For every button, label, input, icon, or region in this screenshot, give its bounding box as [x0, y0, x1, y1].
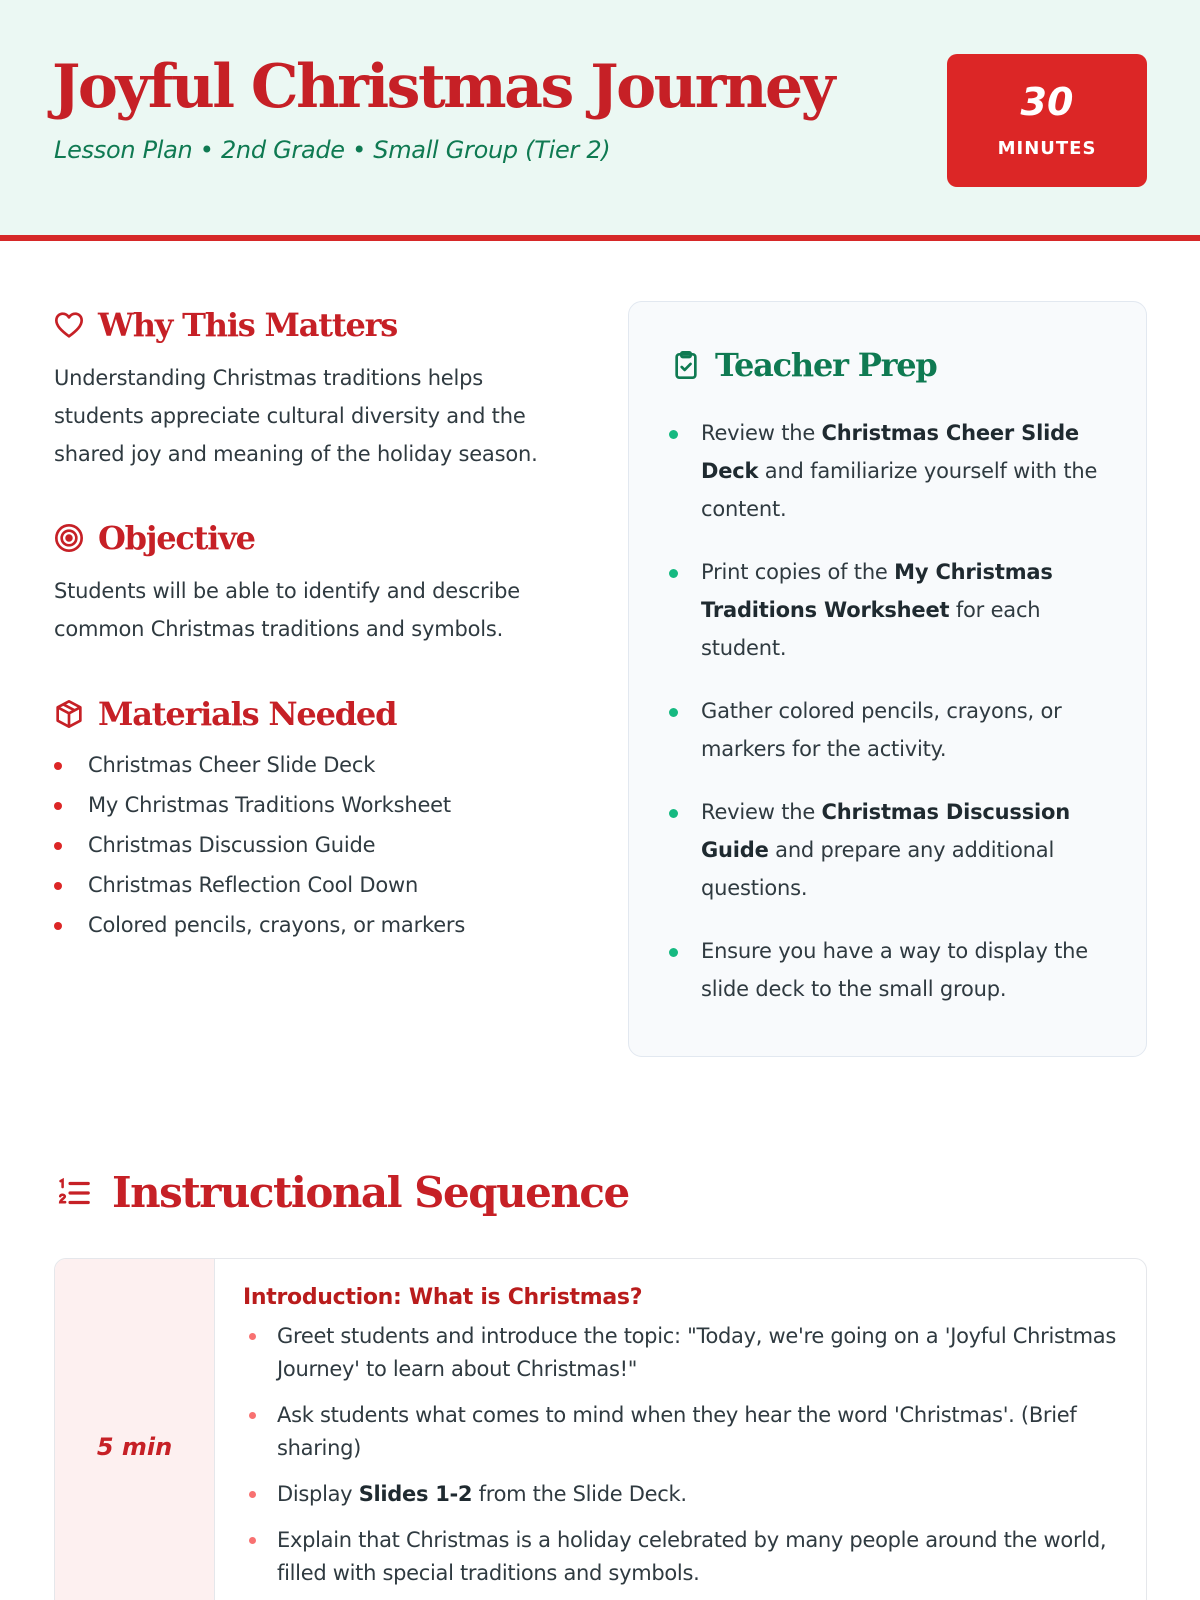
numbered-list-icon — [54, 1173, 94, 1213]
list-item: Ask students what comes to mind when they hear the word 'Christmas'. (Brief sharing) — [243, 1399, 1123, 1465]
objective-heading — [52, 519, 255, 557]
objective-heading-label: Objective — [98, 519, 255, 557]
list-item: Ensure you have a way to display the slide deck to the small group. — [669, 932, 1119, 1008]
box-icon — [52, 697, 86, 731]
prep-list — [669, 414, 1119, 1033]
header-banner — [0, 0, 1200, 241]
list-item: Gather colored pencils, crayons, or markers for the activity. — [669, 692, 1119, 768]
sequence-heading — [54, 1168, 629, 1217]
objective-body: Students will be able to identify and describe common Christmas traditions and symbols. — [54, 579, 520, 641]
list-item: Review the Christmas Discussion Guide and prepare any additional questions. — [669, 793, 1119, 907]
materials-heading-label: Materials Needed — [98, 695, 397, 733]
list-item: Review the Christmas Cheer Slide Deck and familiarize yourself with the content. — [669, 414, 1119, 528]
list-item: Christmas Reflection Cool Down — [54, 865, 554, 905]
list-item: My Christmas Traditions Worksheet — [54, 785, 554, 825]
materials-list — [54, 745, 554, 945]
sequence-heading-label: Instructional Sequence — [112, 1168, 629, 1217]
list-item: Print copies of the My Christmas Traditions Worksheet for each student. — [669, 553, 1119, 667]
why-heading-label: Why This Matters — [98, 306, 398, 344]
page-title: Joyful Christmas Journey — [52, 52, 833, 122]
page-subtitle: Lesson Plan • 2nd Grade • Small Group (Tier 2) — [54, 136, 611, 164]
step-time: 5 min — [96, 1433, 173, 1461]
list-item: Greet students and introduce the topic: "Today, we're going on a 'Joyful Christmas Journey' to learn about Christmas!" — [243, 1320, 1123, 1386]
sequence-step-card — [54, 1258, 1147, 1600]
duration-value: 30 — [1020, 80, 1074, 124]
duration-badge — [947, 54, 1147, 187]
list-item: Christmas Cheer Slide Deck — [54, 745, 554, 785]
list-item: Explain that Christmas is a holiday celebrated by many people around the world, filled with special traditions and symbols. — [243, 1524, 1123, 1590]
why-heading — [52, 306, 397, 344]
target-icon — [52, 521, 86, 555]
list-item: Christmas Discussion Guide — [54, 825, 554, 865]
heart-icon — [52, 308, 86, 342]
step-time-column — [55, 1259, 215, 1600]
prep-heading — [669, 346, 937, 384]
teacher-prep-card — [628, 301, 1147, 1057]
step-title: Introduction: What is Christmas? — [243, 1285, 643, 1310]
materials-heading — [52, 695, 396, 733]
prep-heading-label: Teacher Prep — [715, 346, 937, 384]
list-item: Display Slides 1-2 from the Slide Deck. — [243, 1478, 1123, 1511]
list-item: Colored pencils, crayons, or markers — [54, 905, 554, 945]
why-body: Understanding Christmas traditions helps students appreciate cultural diversity and the shared joy and meaning of the holiday season. — [54, 366, 538, 466]
duration-unit: MINUTES — [997, 138, 1097, 159]
step-bullets — [243, 1320, 1123, 1590]
clipboard-check-icon — [669, 348, 703, 382]
step-body — [243, 1285, 1123, 1600]
